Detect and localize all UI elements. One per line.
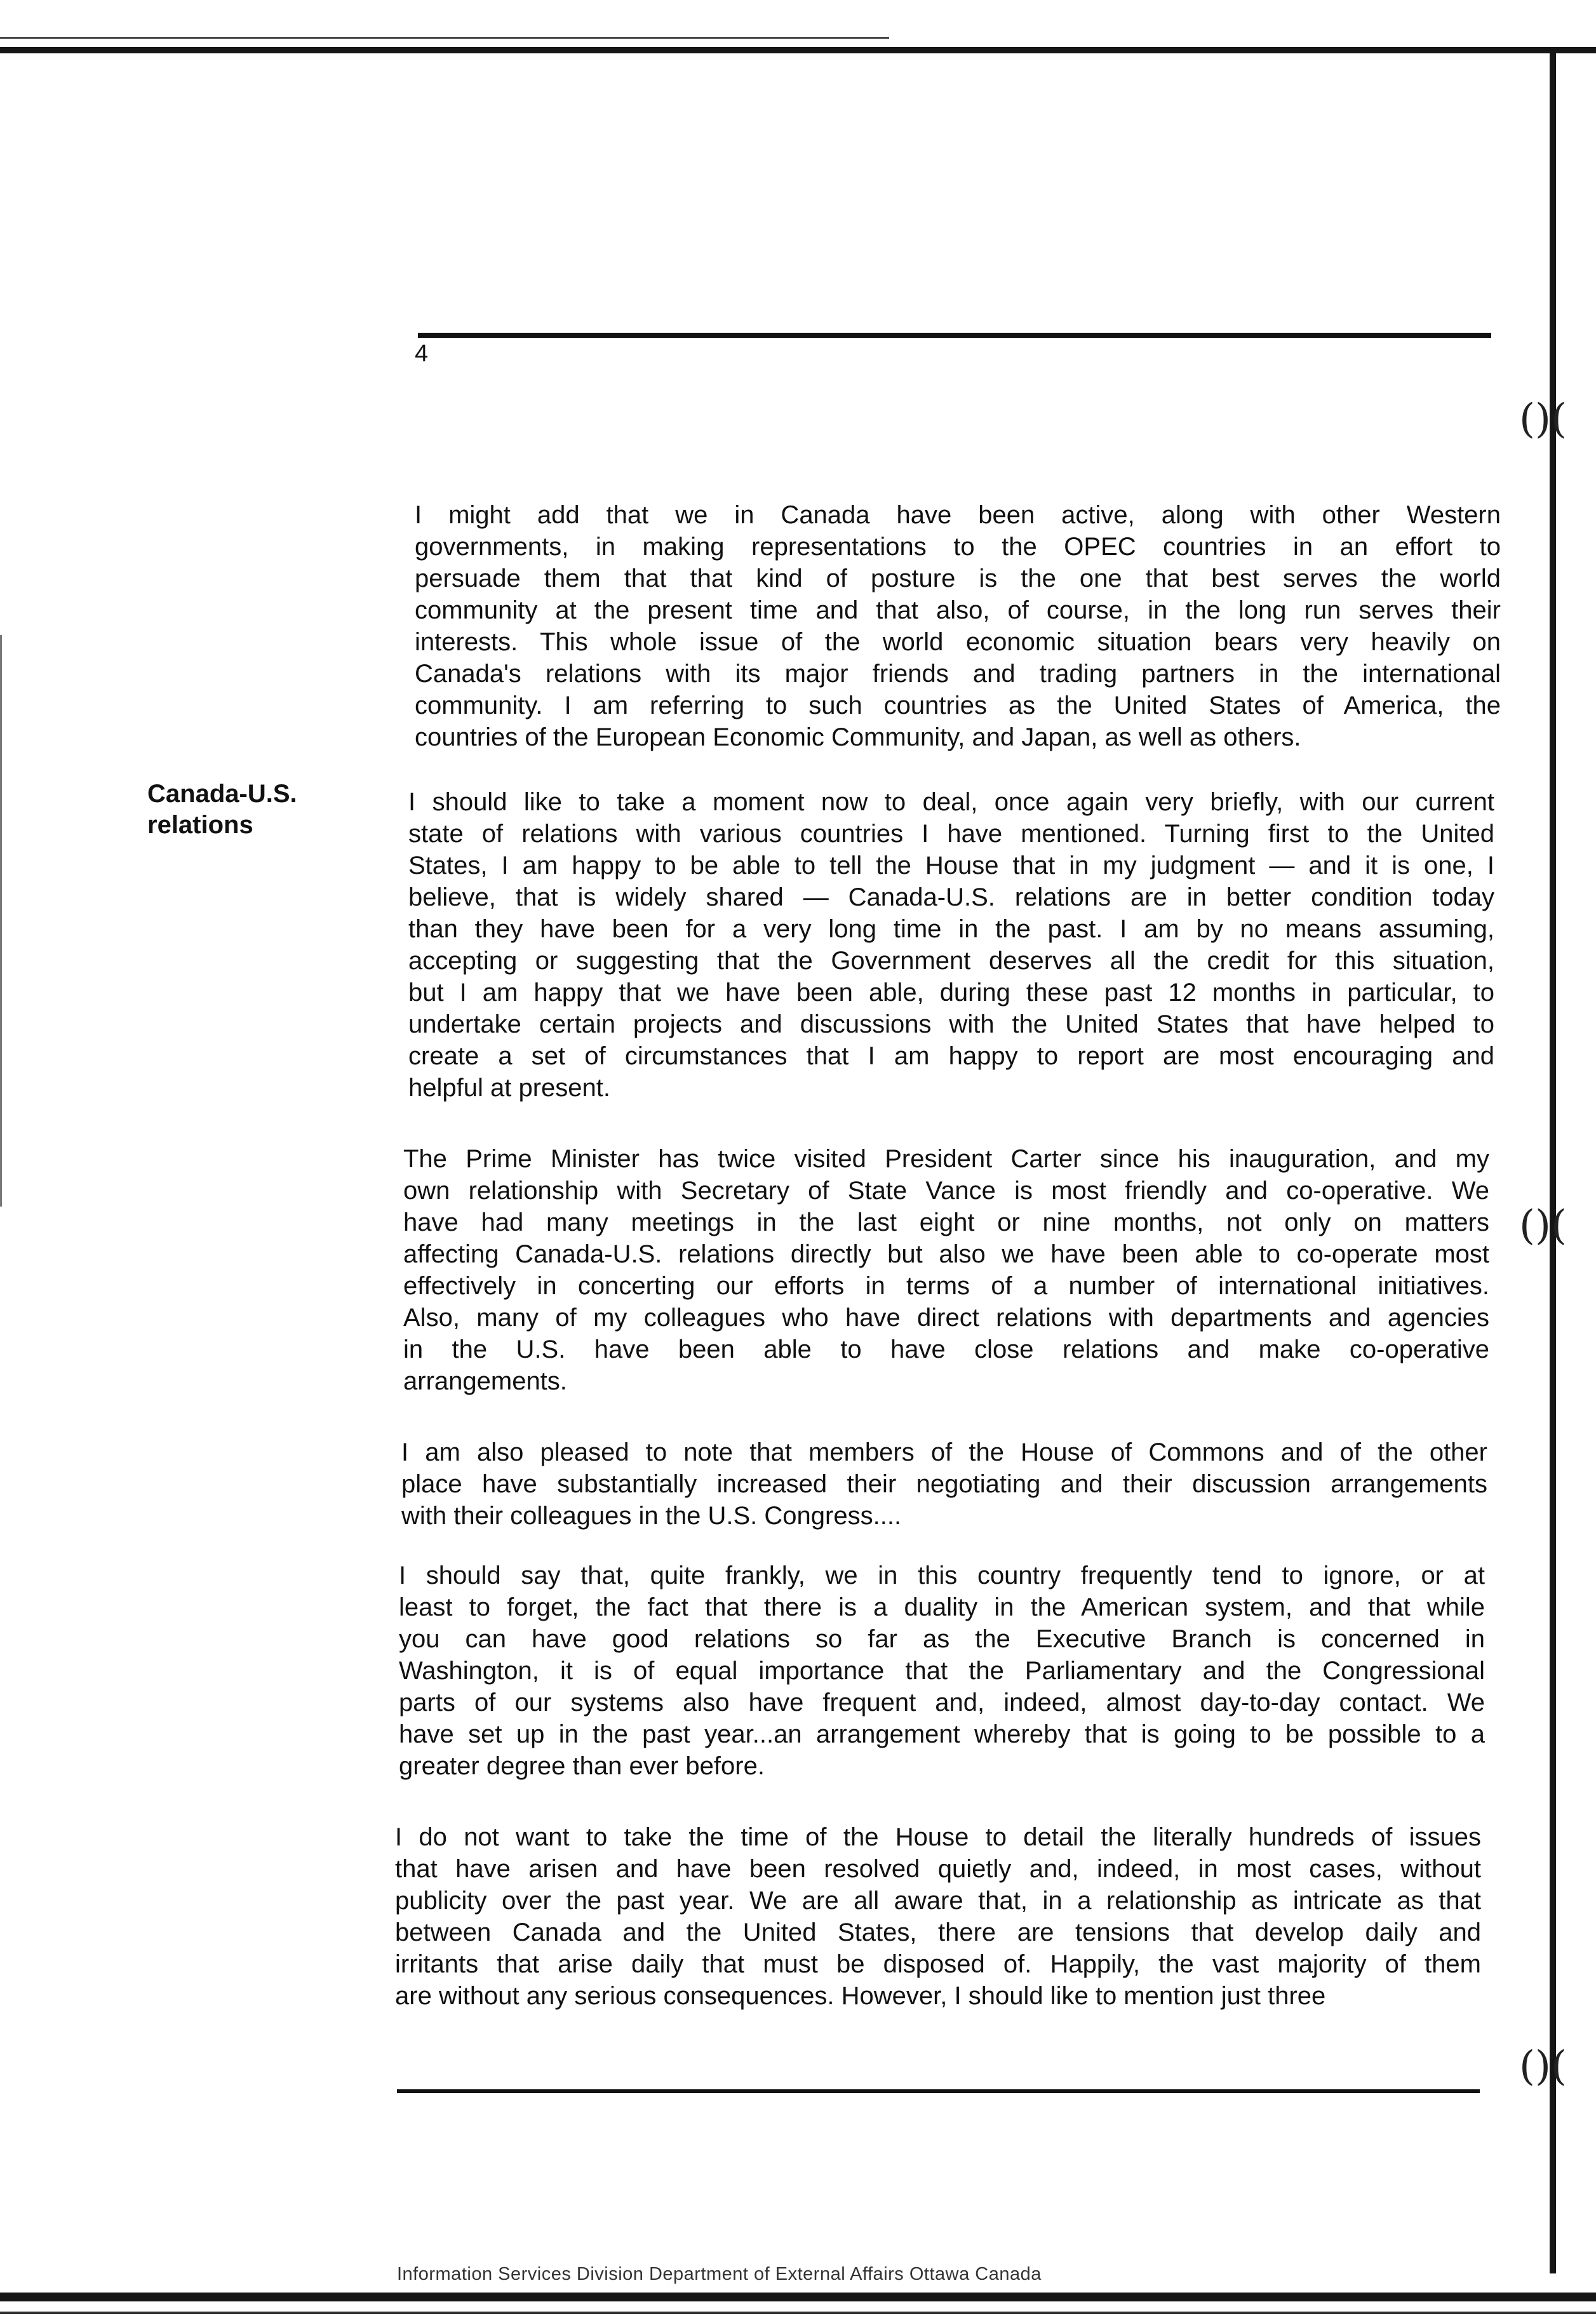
paragraph-line: are without any serious consequences. However, I should like to mention just three — [395, 1982, 1326, 2010]
paragraph-line: Also, many of my colleagues who have direct relations with departments and agencies — [403, 1304, 1489, 1332]
paragraph-line: Canada's relations with its major friends and trading partners in the international — [415, 660, 1501, 688]
paragraph-line: community at the present time and that also, of course, in the long run serves their — [415, 596, 1501, 624]
scan-edge-bottom — [0, 2293, 1596, 2301]
paragraph-line: I should say that, quite frankly, we in this country frequently tend to ignore, or at — [399, 1562, 1485, 1590]
paragraph-line: than they have been for a very long time in the past. I am by no means assuming, — [408, 915, 1494, 943]
paragraph-line: that have arisen and have been resolved quietly and, indeed, in most cases, without — [395, 1855, 1481, 1883]
scan-edge-top-thin — [0, 37, 889, 39]
paragraph-line: irritants that arise daily that must be disposed of. Happily, the vast majority of them — [395, 1950, 1481, 1978]
footer-text: Information Services Division Department of External Affairs Ottawa Canada — [397, 2264, 1042, 2284]
scan-edge-right — [1550, 51, 1556, 2273]
paragraph-line: The Prime Minister has twice visited President Carter since his inauguration, and my — [403, 1145, 1489, 1173]
paragraph — [399, 1560, 1485, 1782]
paragraph-line: have had many meetings in the last eight or nine months, not only on matters — [403, 1208, 1489, 1236]
paragraph-line: helpful at present. — [408, 1074, 610, 1102]
paragraph — [395, 1821, 1481, 2012]
paragraph-line: believe, that is widely shared — Canada-U.S. relations are in better condition today — [408, 883, 1494, 911]
paragraph-line: arrangements. — [403, 1367, 567, 1395]
paragraph-line: publicity over the past year. We are all aware that, in a relationship as intricate as that — [395, 1887, 1481, 1915]
paragraph-line: place have substantially increased their negotiating and their discussion arrangements — [401, 1470, 1487, 1498]
paragraph — [408, 786, 1494, 1104]
paragraph-line: affecting Canada-U.S. relations directly but also we have been able to co-operate most — [403, 1240, 1489, 1268]
paragraph — [415, 499, 1501, 753]
paragraph — [403, 1143, 1489, 1397]
scan-edge-top — [0, 47, 1596, 53]
paragraph-line: Washington, it is of equal importance that the Parliamentary and the Congressional — [399, 1657, 1485, 1685]
paragraph-line: have set up in the past year...an arrangement whereby that is going to be possible to a — [399, 1720, 1485, 1748]
paragraph-line: between Canada and the United States, there are tensions that develop daily and — [395, 1918, 1481, 1946]
paragraph-line: own relationship with Secretary of State Vance is most friendly and co-operative. We — [403, 1177, 1489, 1205]
marginal-heading — [147, 779, 357, 841]
paragraph-line: you can have good relations so far as the Executive Branch is concerned in — [399, 1625, 1485, 1653]
binding-hole-mark: ()( — [1519, 1202, 1567, 1249]
paragraph-line: effectively in concerting our efforts in terms of a number of international initiatives. — [403, 1272, 1489, 1300]
paragraph-line: I am also pleased to note that members of the House of Commons and of the other — [401, 1438, 1487, 1466]
marginal-heading-line: Canada-U.S. — [147, 780, 297, 808]
paragraph-line: accepting or suggesting that the Government deserves all the credit for this situation, — [408, 947, 1494, 975]
paragraph-line: but I am happy that we have been able, during these past 12 months in particular, to — [408, 979, 1494, 1007]
binding-hole-mark: ()( — [1519, 2043, 1567, 2090]
footer-rule — [397, 2089, 1480, 2093]
paragraph-line: governments, in making representations to the OPEC countries in an effort to — [415, 533, 1501, 561]
paragraph-line: create a set of circumstances that I am happy to report are most encouraging and — [408, 1042, 1494, 1070]
paragraph-line: community. I am referring to such countries as the United States of America, the — [415, 692, 1501, 720]
paragraph-line: parts of our systems also have frequent and, indeed, almost day-to-day contact. We — [399, 1689, 1485, 1717]
paragraph-line: with their colleagues in the U.S. Congress.... — [401, 1502, 902, 1530]
paragraph-line: countries of the European Economic Community, and Japan, as well as others. — [415, 723, 1301, 751]
paragraph-line: I do not want to take the time of the House to detail the literally hundreds of issues — [395, 1823, 1481, 1851]
page-number: 4 — [415, 340, 429, 367]
paragraph-line: in the U.S. have been able to have close relations and make co-operative — [403, 1336, 1489, 1363]
paragraph-line: interests. This whole issue of the world economic situation bears very heavily on — [415, 628, 1501, 656]
paragraph-line: I should like to take a moment now to deal, once again very briefly, with our current — [408, 788, 1494, 816]
paragraph-line: persuade them that that kind of posture is the one that best serves the world — [415, 565, 1501, 592]
scan-edge-left — [0, 635, 2, 1207]
paragraph-line: least to forget, the fact that there is a duality in the American system, and that while — [399, 1593, 1485, 1621]
header-rule — [418, 333, 1491, 338]
binding-hole-mark: ()( — [1519, 396, 1567, 443]
paragraph-line: I might add that we in Canada have been active, along with other Western — [415, 501, 1501, 529]
paragraph — [401, 1436, 1487, 1532]
paragraph-line: States, I am happy to be able to tell the House that in my judgment — and it is one, I — [408, 852, 1494, 880]
paragraph-line: greater degree than ever before. — [399, 1752, 765, 1780]
paragraph-line: undertake certain projects and discussions with the United States that have helped to — [408, 1010, 1494, 1038]
paragraph-line: state of relations with various countries I have mentioned. Turning first to the United — [408, 820, 1494, 848]
scan-edge-bottom-thin — [0, 2312, 1596, 2314]
marginal-heading-line: relations — [147, 811, 253, 839]
